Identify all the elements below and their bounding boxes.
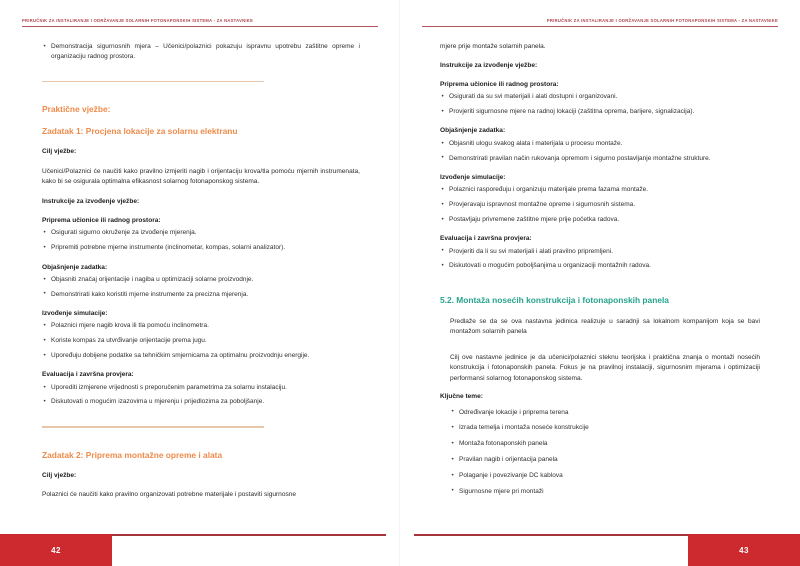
right-column-content	[440, 42, 760, 502]
left-column-content	[42, 42, 360, 509]
key-themes-label: Ključne teme:	[440, 393, 483, 401]
section-intro-1: Predlaže se da se ova nastavna jedinica realizuje u saradnji sa lokalnom kompanijom koja se bavi montažom solarnih panela	[450, 317, 760, 336]
task1-explain-list	[42, 275, 360, 300]
spacer	[440, 276, 760, 295]
section-intro-2: Cilj ove nastavne jedinice je da učenici/polaznici steknu teorijska i praktična znanja o montaži nosećih konstrukcija i fotonaponskih panela. Fokus je na pravilnoj instalaciji, sigurnosnim mjerama i optimizaciji performansi solarnog fotonaponskog sistema.	[450, 353, 760, 382]
task1-prep-list	[42, 228, 360, 253]
footer-right	[400, 525, 800, 566]
list-item: • Uporediti izmjerene vrijednosti s preporučenim parametrima za solarnu instalaciju.	[42, 383, 360, 393]
footer-rule	[414, 534, 688, 536]
task1-evaluation-list	[42, 383, 360, 408]
spacer	[42, 483, 360, 490]
list-item: • Provjeravaju ispravnost montažne opreme i sigurnosnih sistema.	[440, 200, 760, 210]
footer-left	[0, 525, 400, 566]
practical-exercises-heading: Praktične vježbe:	[42, 104, 111, 115]
task1-goal-text: Učenici/Polaznici će naučiti kako pravilno izmjeriti nagib i orijentaciju krova/tla pomoću mjernih instrumenata, kako bi se osigurala optimalna efikasnost solarnog fotonaponskog sistema.	[42, 167, 360, 186]
task2-goal-label: Cilj vježbe:	[42, 471, 77, 479]
task1-evaluation-label: Evaluacija i završna provjera:	[42, 371, 134, 379]
list-item: • Osigurati da su svi materijali i alati dostupni i organizovani.	[440, 92, 760, 102]
list-item: • Objasniti značaj orijentacije i nagiba u optimizaciji solarne proizvodnje.	[42, 275, 360, 285]
list-item: • Osigurati sigurno okruženje za izvođenje mjerenja.	[42, 228, 360, 238]
spacer	[440, 346, 760, 353]
key-themes-list	[440, 408, 760, 497]
explain-list	[440, 139, 760, 164]
list-item: • Pravilan nagib i orijentacija panela	[450, 455, 760, 465]
section-divider	[42, 426, 264, 428]
list-item: • Montaža fotonaponskih panela	[450, 439, 760, 449]
spacer	[440, 73, 760, 80]
running-header-text: PRIRUČNIK ZA INSTALIRANJE I ODRŽAVANJE SOLARNIH FOTONAPONSKIH SISTEMA - ZA NASTAVNIKE	[546, 18, 778, 23]
section-5-2-heading: 5.2. Montaža nosećih konstrukcija i fotonaponskih panela	[440, 295, 669, 306]
list-item: • Polaznici mjere nagib krova ili tla pomoću inclinometra.	[42, 321, 360, 331]
evaluation-label: Evaluacija i završna provjera:	[440, 235, 532, 243]
simulation-label: Izvođenje simulacije:	[440, 173, 506, 181]
section-divider	[42, 81, 264, 83]
list-item: • Polaznici raspoređuju i organizuju materijale prema fazama montaže.	[440, 185, 760, 195]
task1-instructions-label: Instrukcije za izvođenje vježbe:	[42, 197, 140, 205]
task1-simulation-list	[42, 321, 360, 361]
top-bullet-list	[42, 42, 360, 63]
list-item: • Demonstrirati pravilan način rukovanja opremom i sigurno postavljanje montažne strukture.	[440, 154, 760, 164]
page-number-box	[688, 534, 800, 566]
task2-heading: Zadatak 2: Priprema montažne opreme i alata	[42, 449, 223, 460]
list-item: • Diskutovati o mogućim poboljšanjima u organizaciji montažnih radova.	[440, 261, 760, 271]
running-header-text: PRIRUČNIK ZA INSTALIRANJE I ODRŽAVANJE SOLARNIH FOTONAPONSKIH SISTEMA - ZA NASTAVNIKE	[22, 18, 254, 23]
page-43	[400, 0, 800, 566]
task1-heading: Zadatak 1: Procjena lokacije za solarnu elektranu	[42, 125, 238, 136]
list-item: • Provjeriti sigurnosne mjere na radnoj lokaciji (zaštitna oprema, barijere, signalizacija).	[440, 107, 760, 117]
list-item: • Objasniti ulogu svakog alata i materijala u procesu montaže.	[440, 139, 760, 149]
list-item: • Sigurnosne mjere pri montaži	[450, 487, 760, 497]
explain-label: Objašnjenje zadatka:	[440, 127, 506, 135]
list-item: • Upoređuju dobijene podatke sa tehničkim smjernicama za optimalnu proizvodnju energije.	[42, 351, 360, 361]
running-header-left	[22, 19, 378, 27]
task2-goal-text: Polaznici će naučiti kako pravilno organizovati potrebne materijale i postaviti sigurnosne	[42, 491, 297, 499]
evaluation-list	[440, 247, 760, 272]
page-number-box	[0, 534, 112, 566]
list-item: • Izrada temelja i montaža noseće konstrukcije	[450, 423, 760, 433]
header-rule	[22, 26, 378, 28]
header-rule	[422, 26, 778, 28]
running-header-right	[422, 19, 778, 27]
prep-label: Priprema učionice ili radnog prostora:	[440, 80, 559, 88]
task1-goal-label: Cilj vježbe:	[42, 148, 77, 156]
list-item: • Određivanje lokacije i priprema terena	[450, 408, 760, 418]
task1-explain-label: Objašnjenje zadatka:	[42, 263, 108, 271]
task1-simulation-label: Izvođenje simulacije:	[42, 310, 108, 318]
list-item: • Postavljaju privremene zaštitne mjere prije početka radova.	[440, 215, 760, 225]
list-item: • Diskutovati o mogućim izazovima u mjerenju i prijedlozima za poboljšanje.	[42, 397, 360, 407]
simulation-list	[440, 185, 760, 225]
prep-list	[440, 92, 760, 117]
list-item: • Demonstracija sigurnosnih mjera – Učenici/polaznici pokazuju ispravnu upotrebu zaštitne opreme i organizaciju radnog prostora.	[42, 42, 360, 63]
instructions-label: Instrukcije za izvođenje vježbe:	[440, 61, 538, 69]
page-number: 42	[51, 545, 61, 555]
list-item: • Provjeriti da li su svi materijali i alati pravilno pripremljeni.	[440, 247, 760, 257]
continuation-paragraph: mjere prije montaže solarnih panela.	[440, 43, 546, 50]
spacer	[42, 160, 360, 167]
footer-rule	[112, 534, 386, 536]
list-item: • Koriste kompas za utvrđivanje orijentacije prema jugu.	[42, 336, 360, 346]
task1-prep-label: Priprema učionice ili radnog prostora:	[42, 217, 161, 225]
list-item: • Demonstrirati kako koristiti mjerne instrumente za precizna mjerenja.	[42, 290, 360, 300]
spacer	[42, 209, 360, 216]
page-number: 43	[739, 545, 749, 555]
list-item: • Pripremiti potrebne mjerne instrumente (inclinometar, kompas, solarni analizator).	[42, 243, 360, 253]
list-item: • Polaganje i povezivanje DC kablova	[450, 471, 760, 481]
